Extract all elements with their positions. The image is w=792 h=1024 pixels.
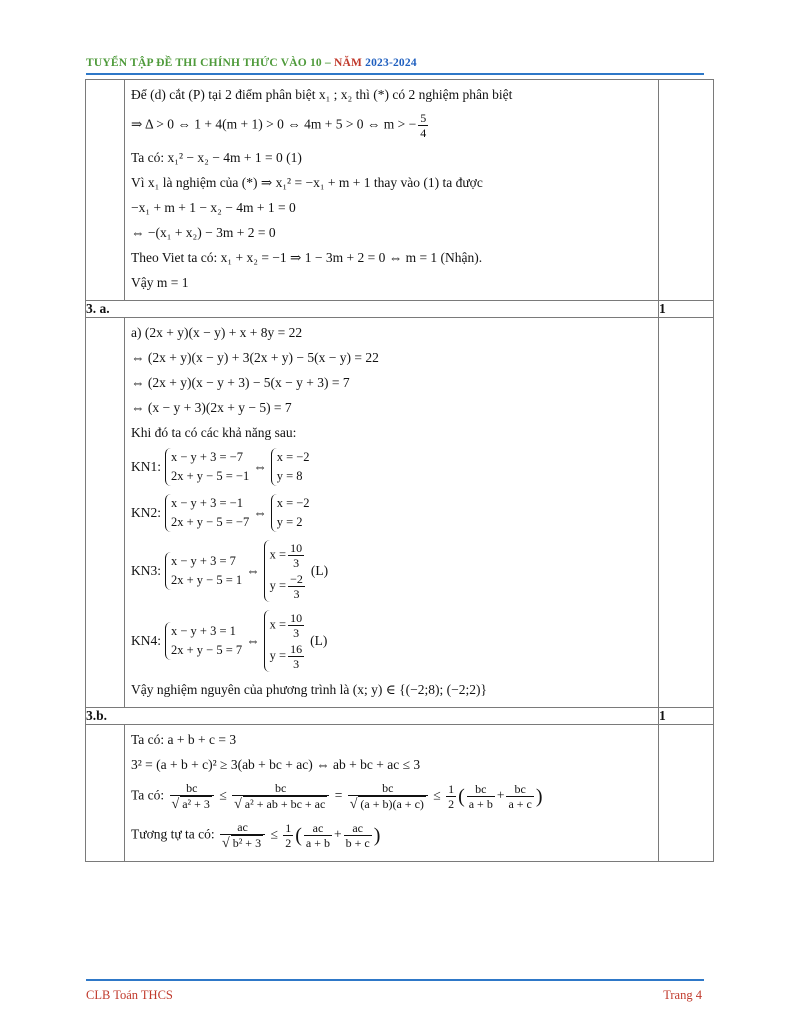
fraction-num: bc [514,782,526,796]
fraction-den: 2 [448,797,455,811]
header-rule [86,73,704,75]
fraction-num: bc [186,781,198,795]
system-eq: x − y + 3 = 7 [171,554,236,568]
fraction [446,782,456,811]
fraction-num: 10 [290,611,303,625]
table-row-3a-header [86,301,714,318]
q3a-line-1: a) (2x + y)(x − y) + x + 8y = 22 [131,325,303,340]
fraction-den: a + b [468,797,493,811]
equivalence-arrow: ⇔ [246,633,260,648]
part2-line-4: Vì x₁ là nghiệm của (*) ⇒ x₁² = −x₁ + m + 1 thay vào (1) ta được [131,175,483,190]
case-label: KN2: [131,505,161,520]
fraction-num: ac [352,821,364,835]
line-prefix: Tương tự ta có: [131,826,215,842]
q3a-line-5: Khi đó ta có các khả năng sau: [131,425,297,440]
system-eq: x − y + 3 = −7 [171,450,243,464]
radicand: a² + ab + bc + ac [244,797,326,811]
fraction-num: ac [237,820,248,834]
operator: = [334,787,343,803]
paren-open: ( [458,785,465,808]
sqrt-icon: √ [234,797,242,812]
part2-line-2 [131,111,652,140]
points-3b: 1 [659,708,714,725]
fraction [288,611,304,640]
system-eq: 2x + y − 5 = 7 [171,643,243,657]
part2-line-3: Ta có: x₁² − x₂ − 4m + 1 = 0 (1) [131,150,302,165]
fraction [288,642,304,671]
case-kn3 [131,540,652,602]
fraction [232,781,329,812]
fraction [288,541,304,570]
part2-line-1: Để (d) cắt (P) tại 2 điểm phân biệt x₁ ; x₂ thì (*) có 2 nghiệm phân biệt [131,87,513,102]
system-right [271,494,310,532]
part2-line-2-text: ⇒ Δ > 0 ⇔ 1 + 4(m + 1) > 0 ⇔ 4m + 5 > 0 ⇔ m > − [131,116,417,132]
system-eq [270,571,307,602]
q3a-conclusion: Vậy nghiệm nguyên của phương trình là (x; y) ∈ {(−2;8); (−2;2)} [131,682,487,697]
system-left [165,448,249,486]
q3b-line-1: Ta có: a + b + c = 3 [131,732,237,747]
q3b-line-4 [131,820,652,851]
fraction-num: bc [475,782,487,796]
rejected-tag: (L) [310,563,329,578]
operator: + [496,787,505,803]
paren-open: ( [295,824,302,847]
fraction-den: 4 [420,126,427,140]
rejected-tag: (L) [310,633,328,648]
sqrt-icon: √ [349,797,358,812]
header-title: TUYỂN TẬP ĐỀ THI CHÍNH THỨC VÀO 10 – [86,57,331,69]
fraction-num: bc [275,781,287,795]
system-eq: 2x + y − 5 = −1 [171,469,250,483]
fraction [304,821,332,850]
fraction-den: 2 [285,836,292,850]
system-eq [270,610,306,641]
system-left [165,622,242,660]
system-left [165,552,242,590]
operator: ≤ [270,826,278,842]
line-prefix: Ta có: [131,787,165,803]
fraction [170,781,214,812]
system-right [264,610,306,672]
sqrt-icon: √ [222,836,230,851]
variable-label: y = [269,578,287,593]
fraction-den: 3 [288,586,305,601]
question-label-3b: 3.b. [86,708,659,725]
footer-rule [86,979,704,981]
paren-close: ) [373,824,381,847]
fraction [467,782,495,811]
operator: ≤ [219,787,227,803]
system-right [264,540,307,602]
radicand: a² + 3 [182,797,210,811]
system-eq: y = 8 [276,469,303,483]
fraction-num: 5 [420,111,427,125]
system-eq: x − y + 3 = −1 [171,496,243,510]
system-eq [270,641,306,672]
system-eq: 2x + y − 5 = 1 [171,573,243,587]
system-left [165,494,249,532]
fraction-den [348,795,428,812]
q3a-line-4: ⇔ (x − y + 3)(2x + y − 5) = 7 [131,400,292,415]
q3b-line-2: 3² = (a + b + c)² ≥ 3(ab + bc + ac) ⇔ ab + bc + ac ≤ 3 [131,757,421,772]
part2-line-7: Theo Viet ta có: x₁ + x₂ = −1 ⇒ 1 − 3m + 2 = 0 ⇔ m = 1 (Nhận). [131,250,483,265]
fraction-den: 3 [288,656,304,671]
fraction-den: a + c [508,797,532,811]
fraction-den: 3 [288,625,304,640]
header-year-label: NĂM [334,57,363,69]
fraction-den: b + c [345,836,370,850]
question-label-3a: 3. a. [86,301,659,318]
fraction-num: −2 [290,572,303,586]
table-row-3a-body [86,318,714,708]
solution-table [85,79,714,862]
fraction [344,821,372,850]
footer-club-name: CLB Toán THCS [86,988,173,1002]
system-eq: x − y + 3 = 1 [171,624,236,638]
case-label: KN4: [131,633,161,648]
operator: + [334,826,342,842]
fraction [348,781,428,812]
paren-close: ) [535,785,543,808]
fraction-num: 16 [290,642,303,656]
radicand: (a + b)(a + c) [360,797,424,811]
table-row-3b-body [86,725,714,862]
fraction-num: bc [382,781,394,795]
part2-line-8: Vậy m = 1 [131,275,189,290]
fraction [506,782,533,811]
fraction-den: 3 [288,555,304,570]
system-eq: x = −2 [276,450,310,464]
q3a-line-3: ⇔ (2x + y)(x − y + 3) − 5(x − y + 3) = 7 [131,375,350,390]
case-kn2 [131,494,652,532]
case-kn4 [131,610,652,672]
system-eq: y = 2 [276,515,303,529]
fraction-num: 1 [448,782,455,796]
table-row-part2 [86,80,714,301]
fraction-den: a + b [305,836,331,850]
variable-label: x = [269,547,287,562]
fraction-den [232,795,329,812]
case-kn1 [131,448,652,486]
system-eq: x = −2 [276,496,310,510]
footer-page-number: Trang 4 [663,988,702,1002]
equivalence-arrow: ⇔ [253,505,267,520]
points-3a: 1 [659,301,714,318]
header-year: 2023-2024 [365,57,417,69]
fraction [220,820,265,851]
q3b-line-3 [131,781,652,812]
radicand: b² + 3 [232,836,262,850]
part2-line-5: −x₁ + m + 1 − x₂ − 4m + 1 = 0 [131,200,296,215]
variable-label: y = [269,648,287,663]
system-eq [270,540,307,571]
system-eq: 2x + y − 5 = −7 [171,515,250,529]
case-label: KN3: [131,563,161,578]
equivalence-arrow: ⇔ [246,563,260,578]
fraction-num: 1 [285,821,292,835]
page-header [86,57,417,69]
fraction [418,111,428,140]
operator: ≤ [433,787,441,803]
equivalence-arrow: ⇔ [253,459,267,474]
fraction-den [170,795,214,812]
fraction-num: 10 [290,541,303,555]
table-row-3b-header [86,708,714,725]
system-right [271,448,310,486]
fraction [288,572,305,601]
part2-line-6: ⇔ −(x₁ + x₂) − 3m + 2 = 0 [131,225,276,240]
fraction-num: ac [312,821,324,835]
fraction-den [220,834,265,851]
fraction [283,821,293,850]
q3a-line-2: ⇔ (2x + y)(x − y) + 3(2x + y) − 5(x − y) = 22 [131,350,379,365]
sqrt-icon: √ [171,797,180,812]
variable-label: x = [269,617,287,632]
case-label: KN1: [131,459,161,474]
